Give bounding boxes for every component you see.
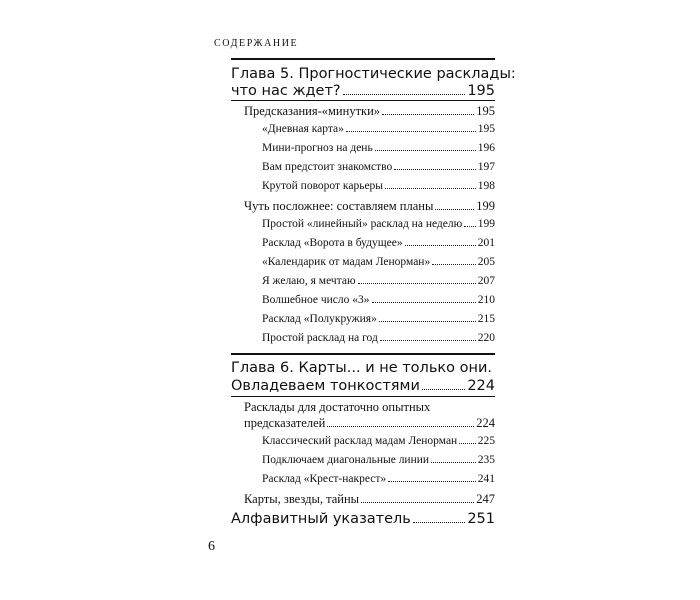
- leader-dots: [372, 302, 476, 303]
- toc-entry-page: 215: [477, 313, 495, 325]
- chapter-6-top-rule: [231, 353, 495, 355]
- toc-entry-page: 225: [477, 435, 495, 447]
- toc-entry-title: «Дневная карта»: [262, 123, 344, 135]
- toc-entry-title: Простой «линейный» расклад на неделю: [262, 218, 463, 230]
- leader-dots: [464, 226, 476, 227]
- leader-dots: [413, 522, 465, 523]
- chapter-5-title-cont: что нас ждет?: [231, 83, 341, 99]
- leader-dots: [361, 502, 474, 503]
- toc-entry[interactable]: [262, 275, 495, 287]
- toc-entry-page: 247: [476, 492, 495, 506]
- toc-entry[interactable]: [244, 492, 495, 507]
- index-page: 251: [467, 511, 495, 527]
- toc-entry[interactable]: [262, 294, 495, 306]
- toc-entry-title: Волшебное число «3»: [262, 294, 370, 306]
- toc-entry[interactable]: [262, 256, 495, 268]
- toc-entry[interactable]: [262, 180, 495, 192]
- toc-entry-page: 207: [477, 275, 495, 287]
- toc-entry-title: Крутой поворот карьеры: [262, 180, 384, 192]
- leader-dots: [432, 264, 476, 265]
- leader-dots: [385, 188, 476, 189]
- chapter-6-title-cont: Овладеваем тонкостями: [231, 378, 420, 394]
- toc-entry[interactable]: [262, 123, 495, 135]
- index-title: Алфавитный указатель: [231, 511, 411, 527]
- toc-entry-page: 220: [477, 332, 495, 344]
- toc-entry-title: Чуть посложнее: составляем планы: [244, 199, 434, 213]
- toc-entry-title: Вам предстоит знакомство: [262, 161, 393, 173]
- toc-entry[interactable]: [262, 218, 495, 230]
- toc-entry-page: 241: [477, 473, 495, 485]
- toc-entry-page: 196: [477, 142, 495, 154]
- chapter-5-title-line[interactable]: [231, 83, 495, 99]
- toc-entry-title: Расклад «Ворота в будущее»: [262, 237, 403, 249]
- chapter-6-title-line[interactable]: [231, 378, 495, 394]
- toc-entry-title-line1: Расклады для достаточно опытных: [244, 400, 431, 414]
- toc-entry-title: Расклад «Крест-накрест»: [262, 473, 387, 485]
- toc-entry-title: предсказателей: [244, 416, 326, 430]
- toc-entry-page: 210: [477, 294, 495, 306]
- toc-entry-title: Классический расклад мадам Ленорман: [262, 435, 458, 447]
- chapter-5-top-rule: [231, 58, 495, 60]
- leader-dots: [379, 321, 476, 322]
- toc-entry-page: 197: [477, 161, 495, 173]
- toc-entry-title: Карты, звезды, тайны: [244, 492, 360, 506]
- toc-entry-title: Подключаем диагональные линии: [262, 454, 430, 466]
- toc-entry-page: 195: [477, 123, 495, 135]
- toc-entry-title: Простой расклад на год: [262, 332, 378, 344]
- toc-entry[interactable]: [262, 237, 495, 249]
- toc-entry[interactable]: [262, 313, 495, 325]
- leader-dots: [380, 340, 476, 341]
- toc-entry[interactable]: [262, 332, 495, 344]
- toc-entry-page: 224: [476, 416, 495, 430]
- chapter-6-bottom-rule: [231, 396, 495, 397]
- toc-entry[interactable]: [262, 435, 495, 447]
- leader-dots: [343, 94, 466, 95]
- chapter-5-page: 195: [467, 83, 495, 99]
- toc-entry[interactable]: [262, 142, 495, 154]
- toc-entry-title: Расклад «Полукружия»: [262, 313, 377, 325]
- leader-dots: [382, 114, 474, 115]
- leader-dots: [435, 209, 474, 210]
- index-entry[interactable]: [231, 511, 495, 527]
- toc-entry-page: 201: [477, 237, 495, 249]
- leader-dots: [459, 443, 476, 444]
- leader-dots: [422, 389, 465, 390]
- toc-entry[interactable]: [262, 473, 495, 485]
- toc-entry[interactable]: [262, 454, 495, 466]
- chapter-6-title: Глава 6. Карты... и не только они.: [231, 360, 492, 376]
- leader-dots: [388, 481, 476, 482]
- leader-dots: [358, 283, 476, 284]
- chapter-6-page: 224: [467, 378, 495, 394]
- chapter-5-title: Глава 5. Прогностические расклады:: [231, 66, 516, 82]
- toc-entry[interactable]: [244, 199, 495, 214]
- page-number: 6: [208, 539, 215, 554]
- toc-entry-page: 205: [477, 256, 495, 268]
- toc-entry[interactable]: [262, 161, 495, 173]
- leader-dots: [375, 150, 476, 151]
- toc-entry-title: Предсказания-«минутки»: [244, 104, 381, 118]
- running-head: СОДЕРЖАНИЕ: [214, 38, 299, 49]
- leader-dots: [405, 245, 476, 246]
- toc-entry[interactable]: [244, 104, 495, 119]
- toc-entry-title: Мини-прогноз на день: [262, 142, 373, 154]
- toc-entry[interactable]: [244, 416, 495, 431]
- leader-dots: [431, 462, 476, 463]
- leader-dots: [346, 131, 476, 132]
- toc-entry-title: Я желаю, я мечтаю: [262, 275, 356, 287]
- toc-entry-page: 199: [476, 199, 495, 213]
- toc-entry-page: 198: [477, 180, 495, 192]
- toc-entry-page: 199: [477, 218, 495, 230]
- toc-entry-title: «Календарик от мадам Ленорман»: [262, 256, 431, 268]
- toc-entry-page: 235: [477, 454, 495, 466]
- leader-dots: [327, 426, 474, 427]
- chapter-5-bottom-rule: [231, 100, 495, 101]
- toc-entry-page: 195: [476, 104, 495, 118]
- leader-dots: [394, 169, 475, 170]
